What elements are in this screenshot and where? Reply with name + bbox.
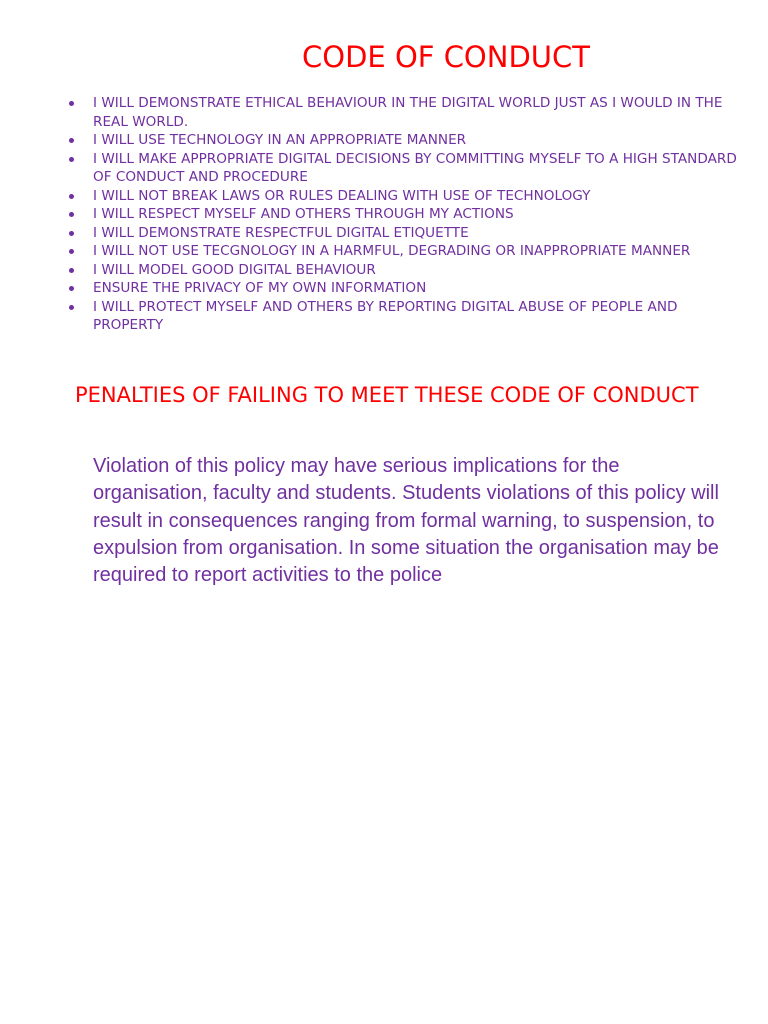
list-item: I WILL DEMONSTRATE RESPECTFUL DIGITAL ETIQUETTE: [93, 224, 738, 243]
list-item: I WILL DEMONSTRATE ETHICAL BEHAVIOUR IN THE DIGITAL WORLD JUST AS I WOULD IN THE REAL WORLD.: [93, 94, 738, 131]
list-item: I WILL PROTECT MYSELF AND OTHERS BY REPORTING DIGITAL ABUSE OF PEOPLE AND PROPERTY: [93, 298, 738, 335]
list-item: ENSURE THE PRIVACY OF MY OWN INFORMATION: [93, 279, 738, 298]
list-item: I WILL NOT BREAK LAWS OR RULES DEALING WITH USE OF TECHNOLOGY: [93, 187, 738, 206]
page-title: CODE OF CONDUCT: [302, 40, 590, 74]
list-item: I WILL USE TECHNOLOGY IN AN APPROPRIATE MANNER: [93, 131, 738, 150]
list-item: I WILL MAKE APPROPRIATE DIGITAL DECISIONS BY COMMITTING MYSELF TO A HIGH STANDARD OF CONDUCT AND PROCEDURE: [93, 150, 737, 185]
penalties-paragraph: Violation of this policy may have serious implications for the organisation, faculty and students. Students violations of this policy will result in consequences ranging from formal warning, to suspension, to expulsion from organisation. In some situation the organisation may be required to report activities to the police: [93, 455, 719, 587]
list-item: I WILL NOT USE TECGNOLOGY IN A HARMFUL, DEGRADING OR INAPPROPRIATE MANNER: [93, 242, 738, 261]
list-item: I WILL MODEL GOOD DIGITAL BEHAVIOUR: [93, 261, 738, 280]
list-item: I WILL RESPECT MYSELF AND OTHERS THROUGH MY ACTIONS: [93, 205, 738, 224]
conduct-rules-list: [48, 94, 738, 335]
penalties-heading: PENALTIES OF FAILING TO MEET THESE CODE OF CONDUCT: [75, 383, 699, 407]
